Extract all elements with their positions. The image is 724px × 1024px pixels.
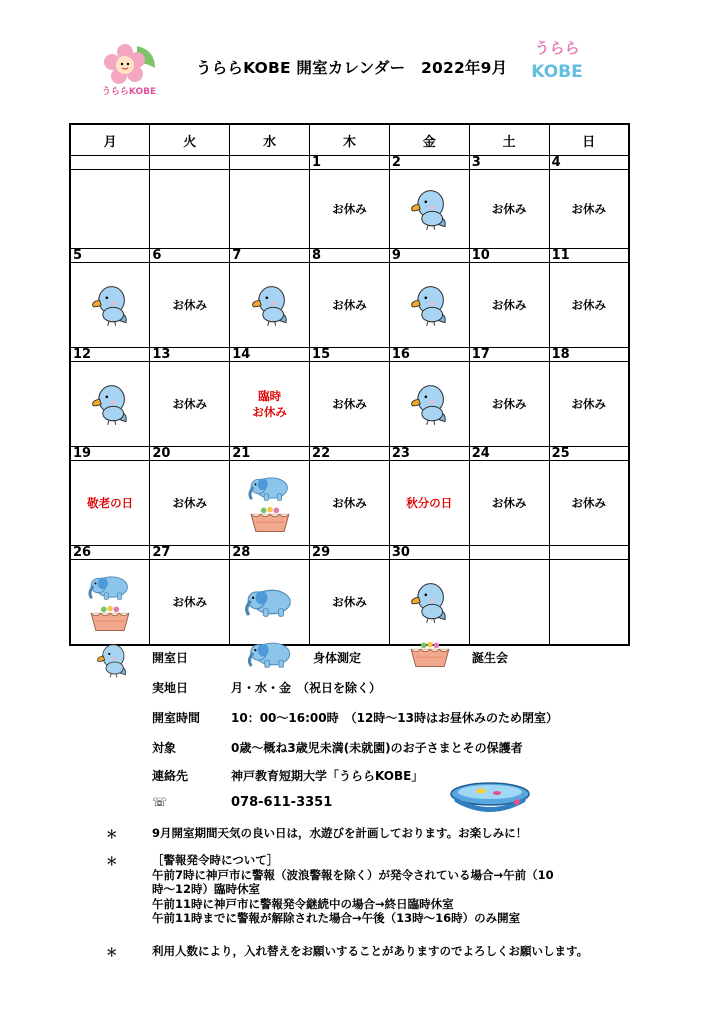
closed-label: お休み (491, 298, 527, 312)
note-warning-policy (152, 853, 554, 926)
date-number-cell (389, 546, 469, 560)
cake-icon (248, 504, 292, 534)
bird-icon (405, 278, 453, 332)
date-number-cell (549, 546, 629, 560)
closed-label: お休み (172, 496, 208, 510)
day-cell (70, 263, 150, 348)
note-line: 9月開室期間天気の良い日は，水遊びを計画しております。お楽しみに！ (152, 826, 528, 840)
date-number-cell (70, 546, 150, 560)
day-cell (150, 560, 230, 646)
date-number: 18 (551, 347, 570, 362)
weekday-header: 水 (230, 124, 310, 156)
closed-label: お休み (491, 202, 527, 216)
date-number: 27 (152, 545, 171, 560)
day-cell (70, 362, 150, 447)
note-bullet: ＊ (106, 854, 118, 868)
legend-open-day: 開室日 (152, 651, 189, 665)
page-title: うららKOBE 開室カレンダー 2022年9月 (196, 59, 508, 77)
date-number: 30 (391, 545, 410, 560)
closed-label: お休み (571, 202, 607, 216)
day-cell (389, 170, 469, 249)
date-number: 7 (232, 248, 242, 263)
date-number-cell (230, 249, 310, 263)
day-cell (389, 362, 469, 447)
date-number-cell (549, 156, 629, 170)
date-number: 1 (312, 155, 322, 170)
day-content-row (70, 362, 629, 447)
day-cell (150, 362, 230, 447)
date-number-cell (230, 447, 310, 461)
day-cell (389, 560, 469, 646)
date-number: 14 (232, 347, 251, 362)
date-number-cell (70, 348, 150, 362)
phone-icon: ☏ (152, 795, 168, 809)
holiday-label: 秋分の日 (406, 496, 453, 510)
date-number: 19 (73, 446, 92, 461)
logo-left-text: うららKOBE (101, 87, 157, 97)
closed-label: お休み (491, 397, 527, 411)
date-number-cell (549, 249, 629, 263)
logo-right-line2: KOBE (531, 62, 583, 82)
date-number: 4 (551, 155, 561, 170)
weekday-header: 木 (310, 124, 390, 156)
elephant-icon (243, 582, 297, 622)
day-cell (549, 560, 629, 646)
calendar-table (69, 123, 630, 646)
weekday-header: 土 (469, 124, 549, 156)
date-number-row (70, 546, 629, 560)
date-number-cell (150, 348, 230, 362)
weekday-header: 日 (549, 124, 629, 156)
day-cell (310, 461, 390, 546)
elephant-icon (83, 571, 137, 603)
note-line: 利用人数により，入れ替えをお願いすることがありますのでよろしくお願いします。 (152, 944, 589, 958)
day-cell (230, 263, 310, 348)
date-number-cell (469, 546, 549, 560)
date-number-cell (230, 156, 310, 170)
date-number: 29 (312, 545, 331, 560)
date-number: 28 (232, 545, 251, 560)
day-cell (549, 263, 629, 348)
day-cell (70, 170, 150, 249)
note-line: ［警報発令時について］ (152, 853, 279, 867)
day-content-row (70, 263, 629, 348)
bird-legend-icon (92, 638, 132, 682)
day-cell (230, 560, 310, 646)
day-cell (389, 461, 469, 546)
day-cell (150, 461, 230, 546)
note-line: 午前11時までに警報が解除された場合→午後（13時～16時）のみ開室 (152, 911, 521, 925)
closed-label: お休み (332, 202, 367, 216)
day-cell (469, 170, 549, 249)
day-cell (70, 461, 150, 546)
closed-label: お休み (332, 298, 367, 312)
contact-value: 神戸教育短期大学「うららKOBE」 (231, 769, 424, 783)
date-number: 20 (152, 446, 171, 461)
weekday-header-row (70, 124, 629, 156)
day-cell (469, 461, 549, 546)
date-number-cell (230, 546, 310, 560)
date-number: 10 (471, 248, 490, 263)
target-value: 0歳～概ね3歳児未満(未就園)のお子さまとその保護者 (231, 741, 523, 755)
date-number: 22 (312, 446, 331, 461)
date-number: 8 (312, 248, 322, 263)
day-content-row (70, 560, 629, 646)
date-number-cell (150, 546, 230, 560)
phone-value: 078‐611‐3351 (231, 795, 333, 810)
note-bullet: ＊ (106, 827, 118, 841)
date-number-cell (230, 348, 310, 362)
bird-icon (86, 377, 134, 431)
date-number-cell (549, 447, 629, 461)
day-cell (230, 170, 310, 249)
temporary-label: 臨時 (258, 389, 282, 403)
day-cell (310, 263, 390, 348)
date-number: 26 (73, 545, 92, 560)
note-water-play (152, 826, 527, 841)
date-number-cell (150, 447, 230, 461)
date-number: 23 (391, 446, 410, 461)
date-number-row (70, 348, 629, 362)
date-number-cell (469, 249, 549, 263)
day-content-row (70, 170, 629, 249)
note-line: 午前11時に神戸市に警報発令継続中の場合→終日臨時休室 (152, 896, 454, 911)
date-number-cell (389, 348, 469, 362)
day-cell (469, 362, 549, 447)
legend-birthday: 誕生会 (472, 651, 509, 665)
date-number-row (70, 156, 629, 170)
day-cell (310, 170, 390, 249)
closed-label: お休み (571, 298, 607, 312)
date-number-cell (310, 348, 390, 362)
legend-measurement: 身体測定 (313, 651, 362, 665)
day-cell (389, 263, 469, 348)
closed-label: お休み (571, 397, 607, 411)
bird-icon (246, 278, 294, 332)
date-number-cell (469, 447, 549, 461)
date-number: 21 (232, 446, 251, 461)
note-capacity (152, 944, 588, 959)
note-line: 時～12時）臨時休室 (152, 882, 261, 896)
hours-label: 開室時間 (152, 711, 201, 725)
day-cell (549, 461, 629, 546)
date-number-cell (469, 156, 549, 170)
day-cell (150, 263, 230, 348)
weekday-header: 火 (150, 124, 230, 156)
closed-label: お休み (332, 397, 367, 411)
hours-value: 10：00～16:00時 （12時～13時はお昼休みのため閉室） (231, 711, 558, 725)
urara-kobe-flower-logo (97, 40, 161, 98)
date-number: 11 (551, 248, 570, 263)
closed-label: お休み (172, 595, 208, 609)
day-content-row (70, 461, 629, 546)
date-number: 25 (551, 446, 570, 461)
date-number: 24 (471, 446, 490, 461)
date-number: 13 (152, 347, 171, 362)
water-pool-illustration (447, 778, 533, 814)
date-number-cell (70, 447, 150, 461)
closed-label: お休み (332, 595, 367, 609)
day-cell (150, 170, 230, 249)
date-number: 16 (391, 347, 410, 362)
date-number: 5 (73, 248, 83, 263)
date-number-cell (150, 156, 230, 170)
date-number-cell (70, 249, 150, 263)
day-cell (230, 362, 310, 447)
bird-icon (86, 278, 134, 332)
note-line: 午前7時に神戸市に警報（波浪警報を除く）が発令されている場合→午前（10 (152, 867, 554, 882)
closed-label: お休み (332, 496, 367, 510)
elephant-icon (243, 472, 297, 504)
day-cell (70, 560, 150, 646)
date-number-cell (389, 156, 469, 170)
date-number: 9 (391, 248, 401, 263)
date-number: 6 (152, 248, 162, 263)
closed-label: お休み (491, 496, 527, 510)
day-cell (230, 461, 310, 546)
urara-kobe-text-logo (524, 36, 590, 86)
day-cell (549, 362, 629, 447)
holiday-label: 敬老の日 (87, 496, 134, 510)
closed-label: お休み (252, 405, 287, 419)
date-number-cell (310, 447, 390, 461)
date-number-cell (310, 156, 390, 170)
date-number-row (70, 249, 629, 263)
date-number-cell (310, 546, 390, 560)
bird-icon (405, 182, 453, 236)
weekday-header: 金 (389, 124, 469, 156)
weekday-header: 月 (70, 124, 150, 156)
days-value: 月・水・金 （祝日を除く） (231, 681, 382, 695)
date-number-cell (469, 348, 549, 362)
target-label: 対象 (152, 741, 177, 755)
closed-label: お休み (172, 298, 208, 312)
date-number: 17 (471, 347, 490, 362)
days-label: 実地日 (152, 681, 189, 695)
logo-right-line1: うらら (534, 39, 580, 57)
bird-icon (405, 377, 453, 431)
day-cell (310, 362, 390, 447)
date-number-cell (549, 348, 629, 362)
date-number: 2 (391, 155, 401, 170)
day-cell (549, 170, 629, 249)
date-number: 3 (471, 155, 481, 170)
date-number-cell (70, 156, 150, 170)
date-number-cell (389, 249, 469, 263)
date-number-row (70, 447, 629, 461)
date-number: 15 (312, 347, 331, 362)
day-cell (469, 560, 549, 646)
day-cell (310, 560, 390, 646)
bird-icon (405, 575, 453, 629)
date-number: 12 (73, 347, 92, 362)
day-cell (469, 263, 549, 348)
cake-legend-icon (408, 638, 452, 670)
elephant-legend-icon (246, 636, 296, 672)
contact-label: 連絡先 (152, 769, 189, 783)
date-number-cell (150, 249, 230, 263)
closed-label: お休み (571, 496, 607, 510)
closed-label: お休み (172, 397, 208, 411)
date-number-cell (389, 447, 469, 461)
note-bullet: ＊ (106, 945, 118, 959)
cake-icon (88, 603, 132, 633)
date-number-cell (310, 249, 390, 263)
